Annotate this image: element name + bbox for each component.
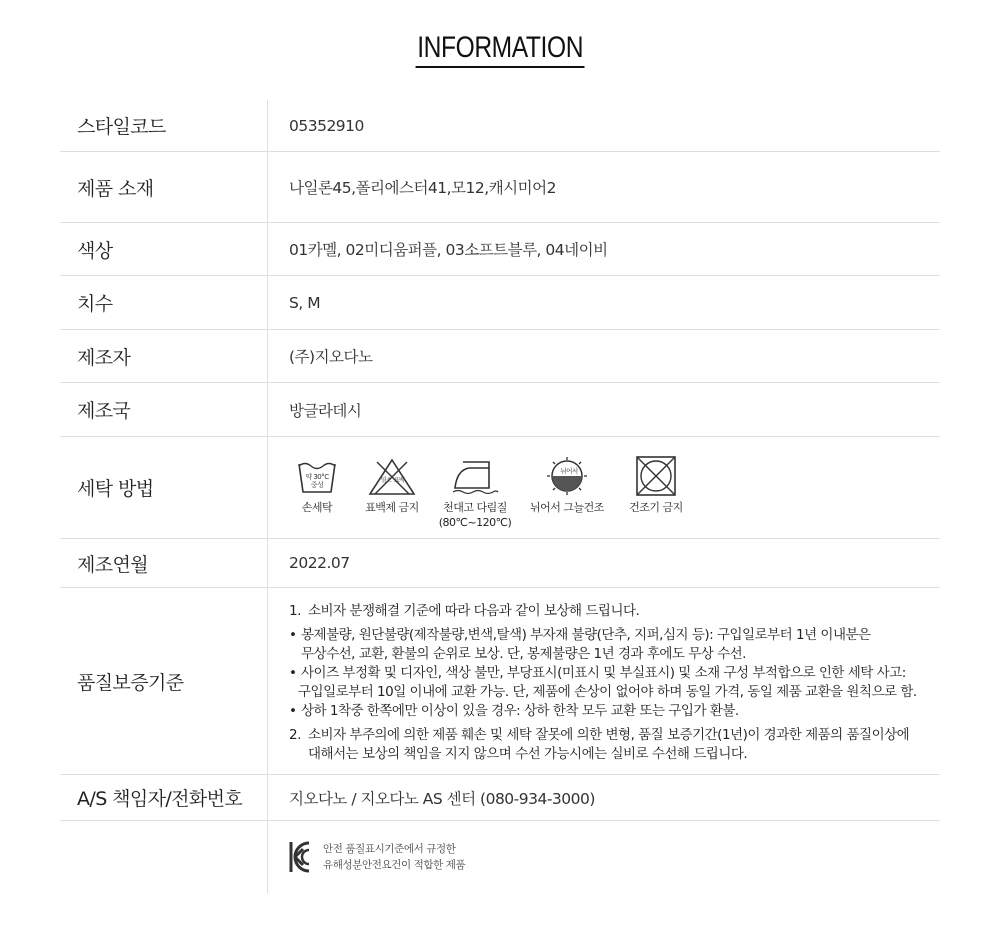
color-label: 색상 <box>60 223 268 275</box>
hand-wash-label: 손세탁 <box>301 500 333 514</box>
quality-bullet-1 <box>289 626 871 645</box>
style-code-label: 스타일코드 <box>60 100 268 151</box>
iron-label-line1: 천대고 다림질 <box>443 500 507 514</box>
bullet-mark: • <box>289 703 297 719</box>
kc-value <box>268 821 940 893</box>
hand-wash-icon <box>295 456 339 496</box>
quality-bullet-1-line1: 봉제불량, 원단불량(제작불량,변색,탈색) 부자재 불량(단추, 지퍼,심지 등): 구입일로부터 1년 이내분은 <box>301 627 871 643</box>
title-wrap <box>0 30 1000 68</box>
maker-value: (주)지오다노 <box>289 348 373 366</box>
size-label: 치수 <box>60 276 268 329</box>
row-style-code <box>60 100 940 152</box>
date-value: 2022.07 <box>289 554 350 572</box>
no-bleach-label: 표백제 금지 <box>365 500 419 514</box>
no-tumble-dry-icon <box>632 456 680 496</box>
info-table <box>60 100 940 893</box>
quality-item-1-text: 소비자 분쟁해결 기준에 따라 다음과 같이 보상해 드립니다. <box>308 603 640 619</box>
quality-bullet-3 <box>289 702 739 721</box>
size-value: S, M <box>289 293 321 312</box>
maker-label: 제조자 <box>60 330 268 382</box>
quality-bullet-1-line2: 무상수선, 교환, 환불의 순위로 보상. 단, 봉제불량은 1년 경과 후에도 무상 수선. <box>301 646 746 662</box>
row-size <box>60 276 940 330</box>
quality-bullet-2 <box>289 664 906 683</box>
care-no-tumble-dry <box>620 456 692 515</box>
hand-wash-temp: 약 30°C <box>305 472 329 481</box>
date-label: 제조연월 <box>60 539 268 587</box>
country-value: 방글라데시 <box>289 401 362 420</box>
row-quality <box>60 588 940 775</box>
quality-item-2-line2: 대해서는 보상의 책임을 지지 않으며 수선 가능시에는 실비로 수선해 드립니다. <box>308 746 748 762</box>
shade-dry-text: 뉘어서 <box>560 466 578 475</box>
bullet-mark: • <box>289 665 297 681</box>
quality-bullet-2-line1: 사이즈 부정확 및 디자인, 색상 불만, 부당표시(미표시 및 부실표시) 및 소재 구성 부적합으로 인한 세탁 사고: <box>301 665 906 681</box>
row-kc <box>60 821 940 893</box>
quality-value <box>268 588 940 774</box>
kc-text-line1: 안전 품질표시기준에서 규정한 <box>323 843 456 855</box>
as-value: 지오다노 / 지오다노 AS 센터 (080-934-3000) <box>289 789 595 808</box>
iron-label <box>439 500 512 530</box>
no-bleach-text-2: 표백 <box>393 476 405 484</box>
style-code-value: 05352910 <box>289 116 364 135</box>
kc-mark <box>289 840 465 874</box>
shade-dry-icon <box>543 456 591 496</box>
row-maker <box>60 330 940 383</box>
material-label: 제품 소재 <box>60 152 268 222</box>
row-color <box>60 223 940 276</box>
color-value: 01카멜, 02미디움퍼플, 03소프트블루, 04네이비 <box>289 241 608 259</box>
as-label: A/S 책임자/전화번호 <box>60 775 268 820</box>
care-hand-wash <box>286 456 348 515</box>
care-shade-dry <box>522 456 612 515</box>
quality-label: 품질보증기준 <box>60 588 268 774</box>
quality-bullet-2-line2: 구입일로부터 10일 이내에 교환 가능. 단, 제품에 손상이 없어야 하며 동일 가격, 동일 제품 교환을 원칙으로 함. <box>298 684 917 700</box>
row-country <box>60 383 940 437</box>
row-as <box>60 775 940 821</box>
bullet-mark: • <box>289 627 297 643</box>
care-iron <box>436 456 514 530</box>
quality-bullet-3-line1: 상하 1착중 한쪽에만 이상이 있을 경우: 상하 한착 모두 교환 또는 구입가 환불. <box>301 703 739 719</box>
material-value: 나일론45,폴리에스터41,모12,캐시미어2 <box>289 179 556 197</box>
quality-item-1 <box>289 602 639 621</box>
quality-item-2-line1: 소비자 부주의에 의한 제품 훼손 및 세탁 잘못에 의한 변형, 품질 보증기간(1년)이 경과한 제품의 품질이상에 <box>308 727 910 743</box>
kc-text <box>323 841 465 873</box>
shade-dry-label: 뉘어서 그늘건조 <box>530 500 604 514</box>
page-title: INFORMATION <box>415 30 584 68</box>
no-tumble-dry-label: 건조기 금지 <box>629 500 683 514</box>
row-material <box>60 152 940 223</box>
no-bleach-text-1: 염소 <box>380 476 392 484</box>
hand-wash-detergent: 중성 <box>310 480 324 489</box>
wash-label: 세탁 방법 <box>60 437 268 538</box>
quality-item-2-num: 2. <box>289 727 301 743</box>
row-date <box>60 539 940 588</box>
row-wash <box>60 437 940 539</box>
country-label: 제조국 <box>60 383 268 436</box>
quality-item-2 <box>289 726 909 745</box>
care-no-bleach <box>356 456 428 515</box>
iron-label-line2: (80℃~120℃) <box>438 515 512 529</box>
kc-empty-label <box>60 821 268 893</box>
no-bleach-icon <box>367 456 417 496</box>
quality-item-1-num: 1. <box>289 603 301 619</box>
kc-text-line2: 유해성분안전요건이 적합한 제품 <box>323 859 466 871</box>
kc-logo-icon <box>289 840 315 874</box>
iron-icon <box>449 456 501 496</box>
wash-value <box>268 437 940 538</box>
care-symbols <box>286 446 700 530</box>
